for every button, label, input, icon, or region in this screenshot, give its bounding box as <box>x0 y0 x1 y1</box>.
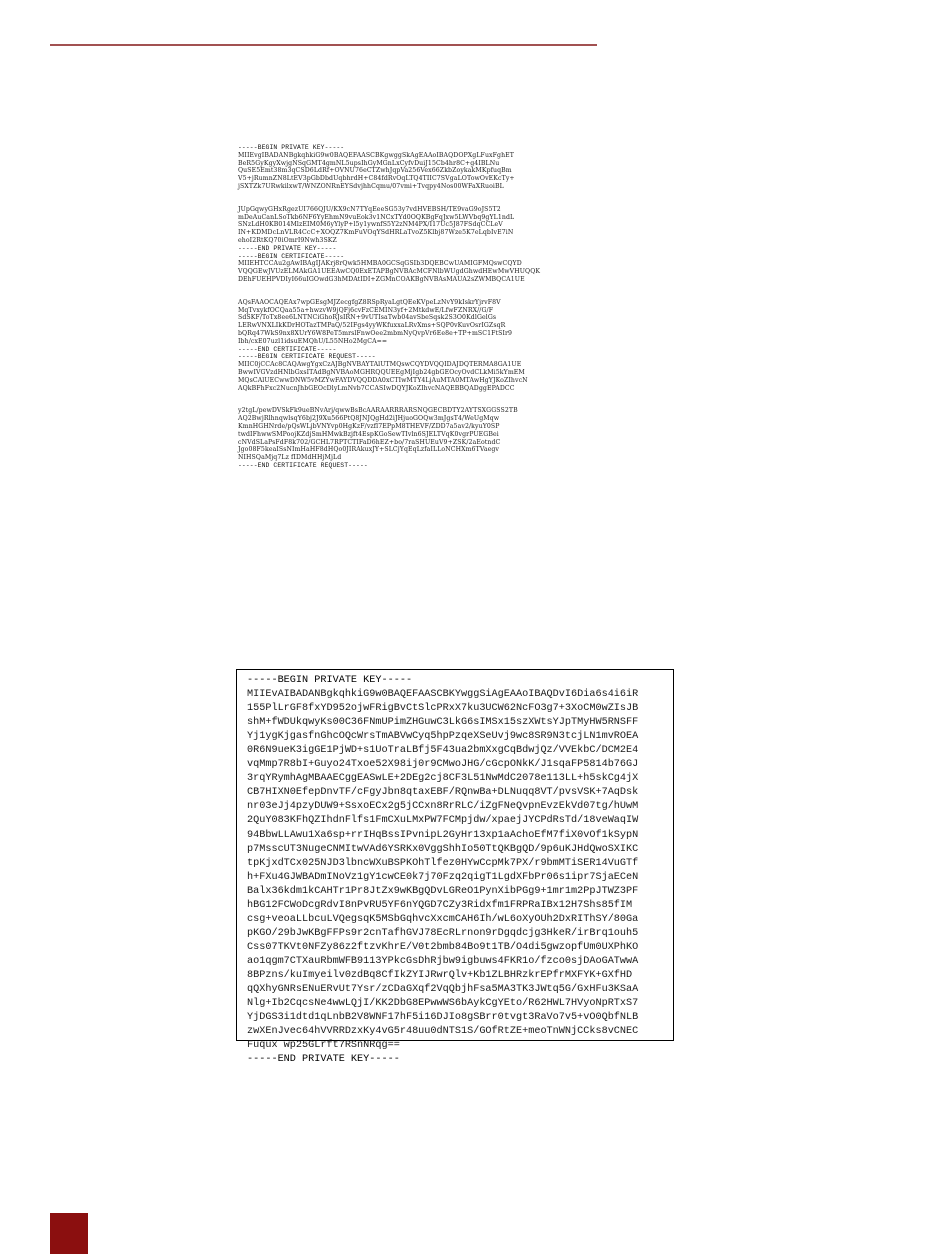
certificate-bundle-figure <box>238 144 541 530</box>
pem-data-line: JUpGqwyGHxRgezUI766QJU/KX9cN7TYqEeeSG53y7vdHVEBSH/TE9vaG9oJS5T2 <box>238 205 501 213</box>
key-data-line: Balx36kdm1kCAHTr1Pr8JtZx9wKBgQDvLGReO1PynXibPGg9+1mr1m2PpJTWZ3PF <box>247 885 639 897</box>
pem-data-line: SdSKF/ToTx8ee6LNTNCiGhoRJsIRN+9vUTIsaTwb04avSbeSqsk2S3O0KdlGelGs <box>238 314 497 322</box>
key-data-line: shM+fWDUkqwyKs00C36FNmUPimZHGuwC3LkG6sIMSx15szXWtsYJpTMyHW5RNSFF <box>247 717 639 729</box>
key-data-line: 8BPzns/kuImyeilv0zdBq8CfIkZYIJRwrQlv+Kb1ZLBHRzkrEPfrMXFYK+GXfHD <box>247 969 633 981</box>
section-gap <box>238 392 500 407</box>
key-data-line: nr03eJj4pzyDUW9+SsxoECx2g5jCCxn8RrRLC/iZgFNeQvpnEvzEkVd07tg/hUwM <box>247 801 639 813</box>
key-data-line: YjDGS3i1dtd1qLnbB2V8WNF17hF5i16DJIo8gSBrr0tvgt3RaVo7v5+vO0QbfNLB <box>247 1012 639 1024</box>
pem-data-line: y2tgL/pewDVSkFk9ueBNvArj/qwwBsBcAARAARRRARSNQGECBDTY2AYTSXGGSS2TB <box>238 407 518 415</box>
pem-data-line: DEhFUEHPVDIyI66uIGOwdG3hMDAtIDI+ZGMnCOAKBgNVBAsMAUA2sZWMBQCA1UE <box>238 275 525 283</box>
pem-data-line: AQsFAAOCAQEAx7wpGEsgMJZecgfgZ8RSpRyaLgtQEeKVpeLzNvY9kIskrYjrvF8V <box>238 298 501 306</box>
pem-boundary-line: -----END CERTIFICATE----- <box>238 345 337 353</box>
pem-data-line: twdIFhwwSMPoojKZdjSmHMwkBzjft4EspKGoSewTIvln6SJELTVqK0vgrPUEGBei <box>238 430 499 438</box>
key-data-line: vqMmp7R8bI+Guyo24Txoe52X98ij0r9CMwoJHG/cGcpONkK/J1sqaFP5814b76GJ <box>247 759 639 771</box>
pem-data-line: MqTvxykfOCQaa55a+hwzvW9jQFj6cvFzCEMIN3yf+2MtkdwE/LfwFZNRX//G/F <box>238 306 494 314</box>
pem-data-line: MIIEvgIBADANBgkqhkiG9w0BAQEFAASCBKgwggSkAgEAAoIBAQDOPXgLFuxFghET <box>238 151 515 159</box>
pem-data-line: KmnHGHNrde/pQsWLjbVNYvp0HgKzF/vzfl7EPpM8THEVF/ZDD7a5av2/kyuY0SP <box>238 422 500 430</box>
pem-data-line: MIIEHTCCAu2gAwIBAgIJAKrj8rQwk5HMBA0GCSqGSIb3DQEBCwUAMIGFMQswCQYD <box>238 260 522 268</box>
key-data-line: 3rqYRymhAgMBAAECggEASwLE+2DEg2cj8CF3L51NwMdC2078e113LL+h5skCg4jX <box>247 773 639 785</box>
pem-data-line: LERwVNXLIkKDrHOTazTMPaQ/52IFgs4yyWKfuxxaLRvXms+SQP0vKuvOsrIGZsqR <box>238 322 506 330</box>
key-data-line: ao1qgm7CTXauRbmWFB9113YPkcGsDhRjbw9igbuws4FKR1o/fzco0sjDAoGATwwA <box>247 955 639 967</box>
pem-boundary-line: -----BEGIN PRIVATE KEY----- <box>247 675 413 686</box>
key-data-line: 155PlLrGF8fxYD952ojwFRigBvCtSlcPRxX7ku3UCW62NcFO3g7+3XoCM0wZIsJB <box>247 703 639 715</box>
pem-boundary-line: -----BEGIN CERTIFICATE REQUEST----- <box>238 353 376 361</box>
key-data-line: pKGO/29bJwKBgFFPs9r2cnTafhGVJ78EcRLrnon9rDgqdcjg3HkeR/irBrq1ouh5 <box>247 927 639 939</box>
pem-boundary-line: -----END PRIVATE KEY----- <box>238 244 337 252</box>
key-data-line: csg+veoaLLbcuLVQegsqK5MSbGqhvcXxcmCAH6Ih/wL6oXyOUh2DxRIThSY/80Ga <box>247 913 639 925</box>
key-data-line: Css07TKVt0NFZy86z2ftzvKhrE/V0t2bmb84Bo9t1TB/O4di5gwzopfUm0UXPhKO <box>247 941 639 953</box>
key-data-line: zwXEnJvec64hVVRRDzxKy4vG5r48uu0dNTS1S/GOfRtZE+meoTnWNjCCks8vCNEC <box>247 1026 639 1038</box>
pem-boundary-line: -----BEGIN PRIVATE KEY----- <box>238 144 345 151</box>
key-data-line: p7MsscUT3NugeCNMItwVAd6YSRKx0VggShhIo50TtQKBgQD/9p6uKJHdQwoSXIKC <box>247 843 639 855</box>
pem-data-line: NIHSQaMjq7Lz fIDMdHHjMjLd <box>238 454 342 462</box>
key-data-line: CB7HIXN0EfepDnvTF/cFgyJbn8qtaxEBF/RQnwBa+DLNuqq8VT/pvsVSK+7AqDsk <box>247 787 639 799</box>
pem-data-line: MQsCAlUECwwDNW5vMZYwFAYDVQQDDA0xCTIwMTY4LjAuMTA0MTAwHgYJKoZIhvcN <box>238 376 528 384</box>
pem-data-line: MIIC0jCCAc8CAQAwgYgxCzAJBgNVBAYTAlUTMQswCQYDVQQIDAJDQTERMA8GA1UE <box>238 361 522 369</box>
pem-data-line: V5+jRumnZN8LtEV3pGbDbdUqbhrdH+C84fdRvOqLTQ4TIIC7SVgaLOTowOvEKcTy+ <box>238 175 515 183</box>
pem-data-line: Jgo08F5keaISsNImHaHF8dHQo0JIRAkuxJY+SLCjYqEqLzfaILLoNCHXm6TVaegv <box>238 446 500 454</box>
key-data-line: MIIEvAIBADANBgkqhkiG9w0BAQEFAASCBKYwggSiAgEAAoIBAQDvI6Dia6s4i6iR <box>247 689 639 701</box>
key-data-line: Nlg+Ib2CqcsNe4wwLQjI/KK2DbG8EPwwWS6bAykCgYEto/R62HWL7HVyoNpRTxS7 <box>247 998 639 1010</box>
key-data-line: Yj1ygKjgasfnGhcOQcWrsTmABVwCyq5hpPzqeXSeUvj9wc8SR9N3tcjLN1mvROEA <box>247 731 639 743</box>
key-data-line: hBG12FCWoDcgRdvI8nPvRU5YF6nYQGD7CZy3Ridxfm1FRPRaIBx12H7Shs85fIM <box>247 899 633 911</box>
pem-data-line: AQ2BwjRlhnqwlsqY6bj2J9Xu566PtQ8JNJQgHd2iJHjuoGOQw3mJgsT4/WeUgMqw <box>238 415 500 423</box>
pem-data-line: BwwIVGVzdHNlbGxsITAdBgNVBAoMGHRQQUEEgMjIgb24gbGEOcyOvdCLkMi5kYmEM <box>238 368 525 376</box>
pem-data-line: ehoI2RtKQ70iOmrI9Nwh3SKZ <box>238 236 337 244</box>
pem-data-line: mDeAuCanLSoTkb6NF6YyEhmN9vuEok3v1NCxTYd0OQKBgFqJxw5LWVbq9gYL1ndL <box>238 213 515 221</box>
key-data-line: tpKjxdTCx025NJD3lbncWXuBSPKOhTlfez0HYwCcpMk7PX/r9bmMTiSER14VuGTf <box>247 857 639 869</box>
pem-data-line: SNzLdH0KB014MlzEIM0M6yYlyP+l5y1ywnfS5Y2zNM4PX/I17Uc5J87FSdqCCLeV <box>238 221 503 229</box>
header-rule <box>50 44 597 46</box>
section-gap <box>238 191 500 206</box>
pem-data-line: AQkBFhFxc2NucnJhbGEOcDlyLmNvb7CCASIwDQYJKoZIhvcNAQEBBQADggEPADCC <box>238 384 515 392</box>
private-key-figure <box>236 669 674 1066</box>
pem-boundary-line: -----END PRIVATE KEY----- <box>247 1054 400 1066</box>
key-data-line: qQXhyGNRsENuERvUt7Ysr/zCDaGXqf2VqQbjhFsa5MA3TK3JWtq5G/GxHFu3KSaA <box>247 984 639 996</box>
pem-boundary-line: -----END CERTIFICATE REQUEST----- <box>238 461 368 469</box>
key-data-line: 0R6N9ueK3igGE1PjWD+s1UoTraLBfj5F43ua2bmXxgCqBdwjQz/VVEkbC/DCM2E4 <box>247 745 639 757</box>
pem-boundary-line: -----BEGIN CERTIFICATE----- <box>238 252 345 260</box>
pem-data-line: jSXTZk7URwkilxwT/WNZONRnEYSdvjhhCqmu/07vmi+Tvqpy4Nos00WFaXRuoiBL <box>238 182 504 190</box>
key-data-line: 2QuY083KFhQZIhdnFlfs1FmCXuLMxPW7FCMpjdw/xpaejJYCPdRsTd/18veWaqIW <box>247 815 639 827</box>
pem-data-line: bQRq47WkS9nx8XUrY6W8PeT5mrslFnwOee2mbmNyQvpVr6Ee8e+TP+mSC1FtSIr9 <box>238 329 513 337</box>
page-marker <box>50 1213 88 1254</box>
key-data-line: 94BbwLLAwu1Xa6sp+rrIHqBssIPvnipL2GyHr13xp1aAchoEfM7fiX0vOf1kSypN <box>247 829 639 841</box>
key-data-line: h+FXu4GJWBADmINoVz1gY1cwCE0k7j70Fzq2qigT1LgdXFbPr06s1ipr7SjaECeN <box>247 871 639 883</box>
pem-data-line: BeR5GyKgyXwjgNSqGMT4gmNL5upsIhGyMGnLxCyfvDuiJ15Cb4hr8C+g4IBLNu <box>238 159 500 167</box>
pem-data-line: IN+KDMDcLnVLR4CcC+XOQZ7KmFuVOqYSdHRLaTvoZ5Klbj87Wze5K7eLqbIvE7iN <box>238 229 514 237</box>
key-data-line: Fuqux wp25GLrft7RSnNRqg== <box>247 1040 400 1052</box>
pem-data-line: cNVdSLaPsFdF8k702/GCHL7RPTCTIFaD6hEZ+bo/7raSHUEuV9+ZSK/2aEotndC <box>238 438 501 446</box>
section-gap <box>238 284 500 299</box>
pem-data-line: Ibh/cxE07uzl1idsuEMQhU/L55NHo2MgCA== <box>238 337 388 345</box>
pem-data-line: VQQGEwJVUzELMAkGA1UEEAwCQ0ExETAPBgNVBAcMCFNlbWUgdGhwdHEwMwVHUQQK <box>238 268 541 276</box>
pem-data-line: QuSE5Emt38m3qCSD6LdRf+OVNU76eCTZwhJqpVa256Vex66ZkbZoykakMKpfuqBm <box>238 167 512 175</box>
